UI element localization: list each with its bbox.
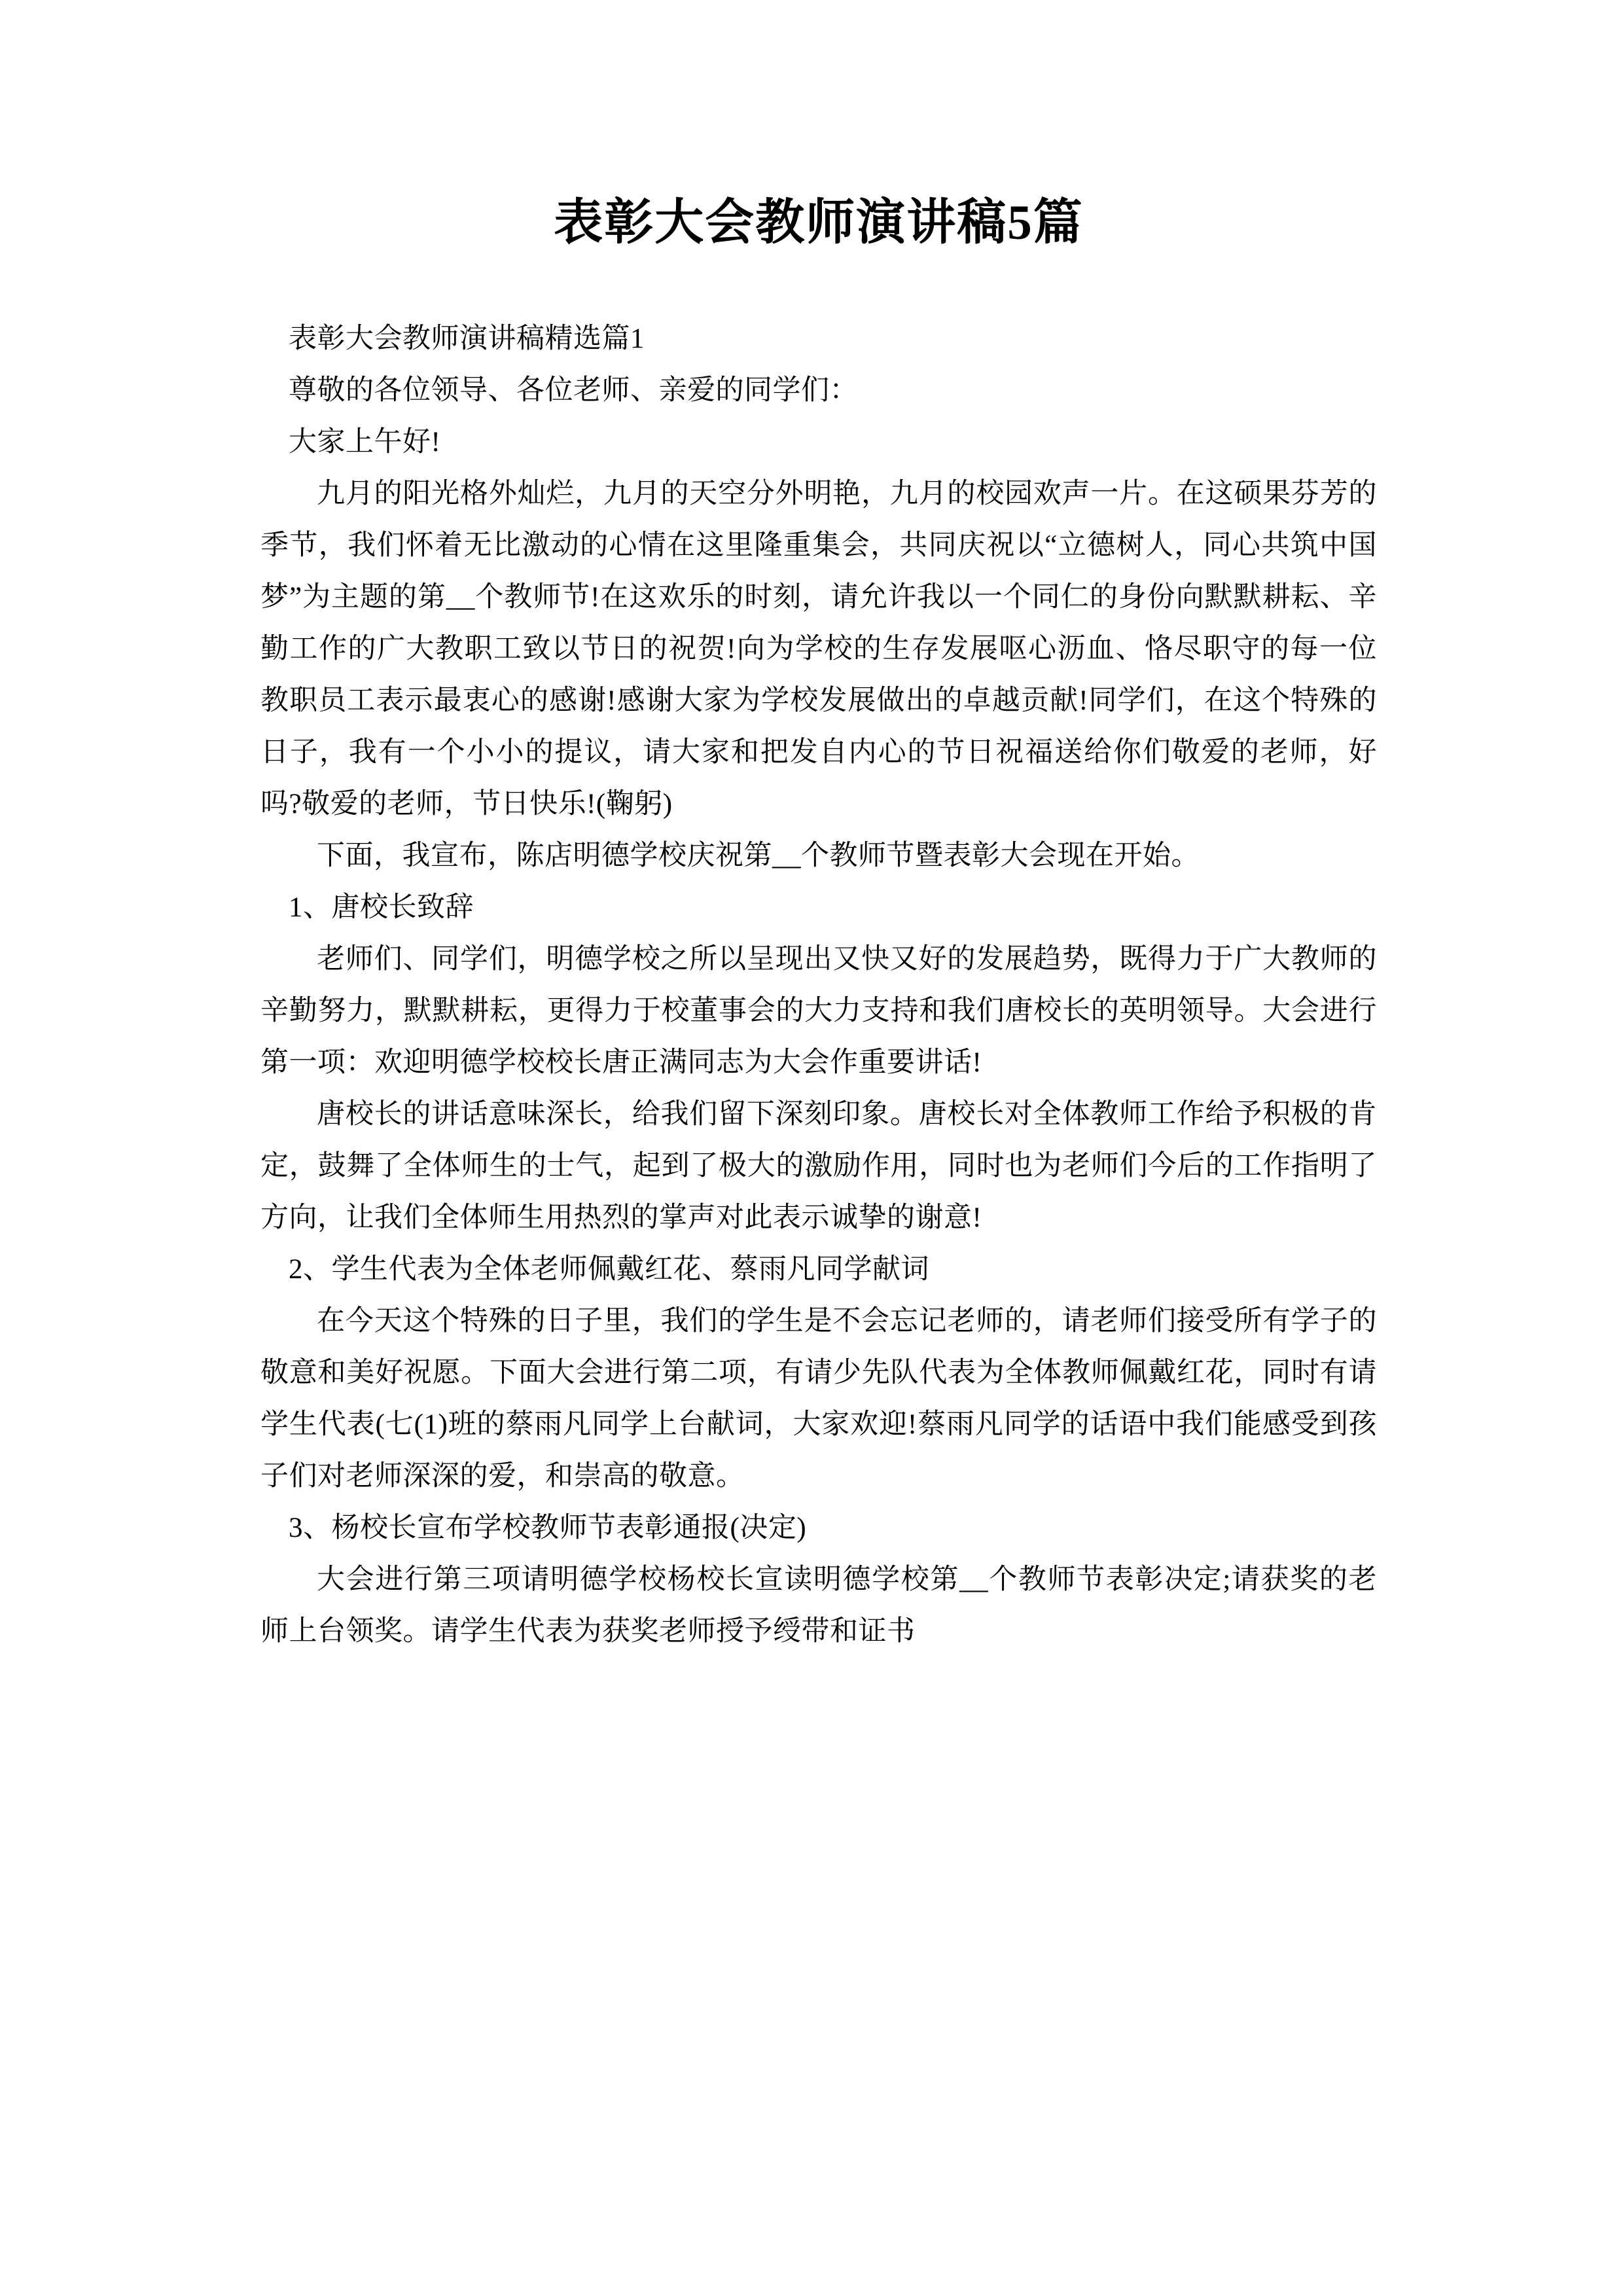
paragraph-subtitle: 表彰大会教师演讲稿精选篇1	[289, 323, 645, 354]
paragraph-item-1-body-2: 唐校长的讲话意味深长，给我们留下深刻印象。唐校长对全体教师工作给予积极的肯定，鼓舞了全体师生的士气，起到了极大的激励作用，同时也为老师们今后的工作指明了方向，让我们全体师生用热烈的掌声对此表示诚挚的谢意!	[260, 1099, 1377, 1233]
document-content	[260, 0, 1377, 1657]
heading-item-3: 3、杨校长宣布学校教师节表彰通报(决定)	[289, 1513, 807, 1543]
paragraph-opening-body: 九月的阳光格外灿烂，九月的天空分外明艳，九月的校园欢声一片。在这硕果芬芳的季节，我们怀着无比激动的心情在这里隆重集会，共同庆祝以“立德树人，同心共筑中国梦”为主题的第__个教师节!在这欢乐的时刻，请允许我以一个同仁的身份向默默耕耘、辛勤工作的广大教职工致以节日的祝贺!向为学校的生存发展呕心沥血、恪尽职守的每一位教职员工表示最衷心的感谢!感谢大家为学校发展做出的卓越贡献!同学们，在这个特殊的日子，我有一个小小的提议，请大家和把发自内心的节日祝福送给你们敬爱的老师，好吗?敬爱的老师，节日快乐!(鞠躬)	[260, 478, 1377, 819]
paragraph-item-1-body-1: 老师们、同学们，明德学校之所以呈现出又快又好的发展趋势，既得力于广大教师的辛勤努力，默默耕耘，更得力于校董事会的大力支持和我们唐校长的英明领导。大会进行第一项：欢迎明德学校校长唐正满同志为大会作重要讲话!	[260, 944, 1377, 1078]
paragraph-announce-start: 下面，我宣布，陈店明德学校庆祝第__个教师节暨表彰大会现在开始。	[317, 840, 1200, 871]
heading-item-1: 1、唐校长致辞	[289, 892, 474, 923]
document-body	[260, 313, 1377, 1657]
paragraph-greeting: 大家上午好!	[289, 427, 441, 457]
paragraph-item-2-body: 在今天这个特殊的日子里，我们的学生是不会忘记老师的，请老师们接受所有学子的敬意和美好祝愿。下面大会进行第二项，有请少先队代表为全体教师佩戴红花，同时有请学生代表(七(1)班的蔡雨凡同学上台献词，大家欢迎!蔡雨凡同学的话语中我们能感受到孩子们对老师深深的爱，和崇高的敬意。	[260, 1306, 1377, 1492]
paragraph-salutation: 尊敬的各位领导、各位老师、亲爱的同学们：	[289, 375, 858, 406]
paragraph-item-3-body: 大会进行第三项请明德学校杨校长宣读明德学校第__个教师节表彰决定;请获奖的老师上台领奖。请学生代表为获奖老师授予绶带和证书	[260, 1564, 1377, 1647]
page-title: 表彰大会教师演讲稿5篇	[554, 196, 1084, 250]
heading-item-2: 2、学生代表为全体老师佩戴红花、蔡雨凡同学献词	[289, 1254, 929, 1285]
